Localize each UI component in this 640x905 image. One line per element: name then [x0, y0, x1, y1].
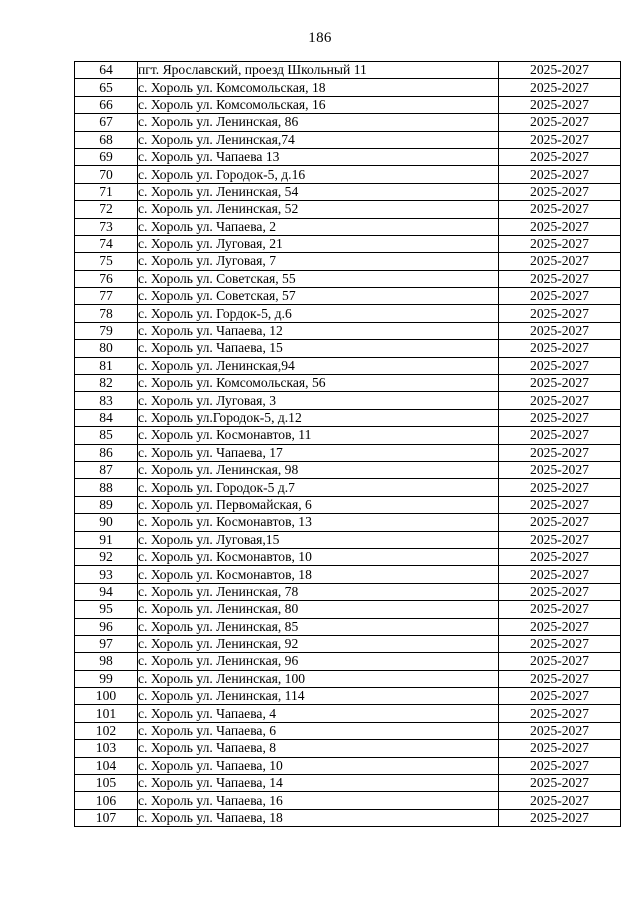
table-row [75, 114, 621, 131]
table-row [75, 740, 621, 757]
address-cell: с. Хороль ул. Чапаева, 15 [138, 340, 499, 357]
table-row [75, 409, 621, 426]
period-cell: 2025-2027 [499, 392, 621, 409]
address-cell: с. Хороль ул. Ленинская, 78 [138, 583, 499, 600]
address-cell: с. Хороль ул. Космонавтов, 13 [138, 514, 499, 531]
period-cell: 2025-2027 [499, 340, 621, 357]
period-cell: 2025-2027 [499, 201, 621, 218]
period-cell: 2025-2027 [499, 740, 621, 757]
table-row [75, 479, 621, 496]
row-number-cell: 105 [75, 775, 138, 792]
address-cell: с. Хороль ул. Городок-5, д.16 [138, 166, 499, 183]
period-cell: 2025-2027 [499, 183, 621, 200]
row-number-cell: 96 [75, 618, 138, 635]
row-number-cell: 89 [75, 496, 138, 513]
row-number-cell: 79 [75, 322, 138, 339]
period-cell: 2025-2027 [499, 775, 621, 792]
address-cell: с. Хороль ул. Ленинская, 54 [138, 183, 499, 200]
row-number-cell: 97 [75, 635, 138, 652]
period-cell: 2025-2027 [499, 635, 621, 652]
period-cell: 2025-2027 [499, 235, 621, 252]
row-number-cell: 90 [75, 514, 138, 531]
table-row [75, 653, 621, 670]
period-cell: 2025-2027 [499, 531, 621, 548]
table-row [75, 548, 621, 565]
row-number-cell: 100 [75, 688, 138, 705]
address-cell: с. Хороль ул. Луговая, 7 [138, 253, 499, 270]
table-row [75, 166, 621, 183]
address-cell: с. Хороль ул. Луговая, 21 [138, 235, 499, 252]
address-cell: с. Хороль ул. Чапаева, 4 [138, 705, 499, 722]
row-number-cell: 66 [75, 96, 138, 113]
table-row [75, 566, 621, 583]
table-row [75, 288, 621, 305]
table-row [75, 705, 621, 722]
address-cell: с. Хороль ул. Чапаева, 14 [138, 775, 499, 792]
table-row [75, 392, 621, 409]
period-cell: 2025-2027 [499, 653, 621, 670]
address-cell: с. Хороль ул. Гордок-5, д.6 [138, 305, 499, 322]
row-number-cell: 64 [75, 62, 138, 79]
row-number-cell: 106 [75, 792, 138, 809]
address-cell: с. Хороль ул. Космонавтов, 11 [138, 427, 499, 444]
row-number-cell: 70 [75, 166, 138, 183]
table-row [75, 444, 621, 461]
table-row [75, 514, 621, 531]
period-cell: 2025-2027 [499, 444, 621, 461]
row-number-cell: 94 [75, 583, 138, 600]
period-cell: 2025-2027 [499, 548, 621, 565]
address-cell: с. Хороль ул. Ленинская, 92 [138, 635, 499, 652]
address-cell: пгт. Ярославский, проезд Школьный 11 [138, 62, 499, 79]
address-cell: с. Хороль ул. Первомайская, 6 [138, 496, 499, 513]
row-number-cell: 71 [75, 183, 138, 200]
address-cell: с. Хороль ул. Комсомольская, 18 [138, 79, 499, 96]
row-number-cell: 92 [75, 548, 138, 565]
period-cell: 2025-2027 [499, 218, 621, 235]
period-cell: 2025-2027 [499, 809, 621, 826]
row-number-cell: 78 [75, 305, 138, 322]
row-number-cell: 91 [75, 531, 138, 548]
row-number-cell: 102 [75, 722, 138, 739]
address-cell: с. Хороль ул. Ленинская, 98 [138, 461, 499, 478]
address-cell: с. Хороль ул. Советская, 57 [138, 288, 499, 305]
address-cell: с. Хороль ул. Космонавтов, 10 [138, 548, 499, 565]
table-row [75, 531, 621, 548]
period-cell: 2025-2027 [499, 427, 621, 444]
table-row [75, 148, 621, 165]
address-cell: с. Хороль ул. Чапаева 13 [138, 148, 499, 165]
table-row [75, 96, 621, 113]
period-cell: 2025-2027 [499, 375, 621, 392]
address-cell: с. Хороль ул. Чапаева, 12 [138, 322, 499, 339]
table-row [75, 131, 621, 148]
row-number-cell: 107 [75, 809, 138, 826]
period-cell: 2025-2027 [499, 583, 621, 600]
row-number-cell: 76 [75, 270, 138, 287]
period-cell: 2025-2027 [499, 722, 621, 739]
address-cell: с. Хороль ул. Ленинская,74 [138, 131, 499, 148]
table-row [75, 79, 621, 96]
address-cell: с. Хороль ул. Комсомольская, 56 [138, 375, 499, 392]
address-cell: с. Хороль ул. Чапаева, 10 [138, 757, 499, 774]
row-number-cell: 99 [75, 670, 138, 687]
period-cell: 2025-2027 [499, 62, 621, 79]
period-cell: 2025-2027 [499, 705, 621, 722]
row-number-cell: 88 [75, 479, 138, 496]
address-table [74, 61, 621, 827]
table-row [75, 757, 621, 774]
period-cell: 2025-2027 [499, 114, 621, 131]
address-cell: с. Хороль ул. Ленинская, 114 [138, 688, 499, 705]
table-row [75, 62, 621, 79]
period-cell: 2025-2027 [499, 566, 621, 583]
period-cell: 2025-2027 [499, 96, 621, 113]
table-row [75, 305, 621, 322]
address-cell: с. Хороль ул. Ленинская,94 [138, 357, 499, 374]
table-row [75, 601, 621, 618]
period-cell: 2025-2027 [499, 461, 621, 478]
table-row [75, 340, 621, 357]
period-cell: 2025-2027 [499, 496, 621, 513]
row-number-cell: 103 [75, 740, 138, 757]
period-cell: 2025-2027 [499, 514, 621, 531]
table-row [75, 461, 621, 478]
table-row [75, 583, 621, 600]
table-row [75, 618, 621, 635]
table-row [75, 775, 621, 792]
address-cell: с. Хороль ул. Чапаева, 16 [138, 792, 499, 809]
table-row [75, 218, 621, 235]
row-number-cell: 67 [75, 114, 138, 131]
period-cell: 2025-2027 [499, 618, 621, 635]
period-cell: 2025-2027 [499, 131, 621, 148]
row-number-cell: 98 [75, 653, 138, 670]
row-number-cell: 87 [75, 461, 138, 478]
address-cell: с. Хороль ул. Чапаева, 2 [138, 218, 499, 235]
table-row [75, 496, 621, 513]
period-cell: 2025-2027 [499, 601, 621, 618]
table-row [75, 809, 621, 826]
address-cell: с. Хороль ул. Ленинская, 52 [138, 201, 499, 218]
table-row [75, 235, 621, 252]
address-cell: с. Хороль ул.Городок-5, д.12 [138, 409, 499, 426]
period-cell: 2025-2027 [499, 166, 621, 183]
table-row [75, 201, 621, 218]
table-row [75, 792, 621, 809]
address-cell: с. Хороль ул. Чапаева, 18 [138, 809, 499, 826]
period-cell: 2025-2027 [499, 479, 621, 496]
address-cell: с. Хороль ул. Луговая,15 [138, 531, 499, 548]
row-number-cell: 85 [75, 427, 138, 444]
row-number-cell: 83 [75, 392, 138, 409]
period-cell: 2025-2027 [499, 270, 621, 287]
row-number-cell: 104 [75, 757, 138, 774]
period-cell: 2025-2027 [499, 688, 621, 705]
address-cell: с. Хороль ул. Комсомольская, 16 [138, 96, 499, 113]
table-row [75, 722, 621, 739]
table-row [75, 670, 621, 687]
address-cell: с. Хороль ул. Ленинская, 96 [138, 653, 499, 670]
row-number-cell: 75 [75, 253, 138, 270]
address-cell: с. Хороль ул. Чапаева, 8 [138, 740, 499, 757]
period-cell: 2025-2027 [499, 288, 621, 305]
period-cell: 2025-2027 [499, 670, 621, 687]
period-cell: 2025-2027 [499, 409, 621, 426]
row-number-cell: 95 [75, 601, 138, 618]
table-row [75, 635, 621, 652]
table-body [75, 62, 621, 827]
period-cell: 2025-2027 [499, 757, 621, 774]
period-cell: 2025-2027 [499, 253, 621, 270]
period-cell: 2025-2027 [499, 148, 621, 165]
period-cell: 2025-2027 [499, 322, 621, 339]
row-number-cell: 68 [75, 131, 138, 148]
address-cell: с. Хороль ул. Ленинская, 85 [138, 618, 499, 635]
table-row [75, 270, 621, 287]
table-row [75, 688, 621, 705]
address-cell: с. Хороль ул. Ленинская, 100 [138, 670, 499, 687]
table-row [75, 427, 621, 444]
address-cell: с. Хороль ул. Советская, 55 [138, 270, 499, 287]
row-number-cell: 93 [75, 566, 138, 583]
row-number-cell: 69 [75, 148, 138, 165]
period-cell: 2025-2027 [499, 305, 621, 322]
row-number-cell: 72 [75, 201, 138, 218]
address-cell: с. Хороль ул. Ленинская, 86 [138, 114, 499, 131]
table-row [75, 375, 621, 392]
row-number-cell: 81 [75, 357, 138, 374]
row-number-cell: 101 [75, 705, 138, 722]
row-number-cell: 86 [75, 444, 138, 461]
page-number: 186 [308, 30, 332, 46]
row-number-cell: 84 [75, 409, 138, 426]
row-number-cell: 65 [75, 79, 138, 96]
table-row [75, 183, 621, 200]
period-cell: 2025-2027 [499, 357, 621, 374]
table-row [75, 322, 621, 339]
row-number-cell: 82 [75, 375, 138, 392]
address-cell: с. Хороль ул. Чапаева, 17 [138, 444, 499, 461]
table-row [75, 253, 621, 270]
row-number-cell: 77 [75, 288, 138, 305]
table-row [75, 357, 621, 374]
address-cell: с. Хороль ул. Луговая, 3 [138, 392, 499, 409]
period-cell: 2025-2027 [499, 792, 621, 809]
period-cell: 2025-2027 [499, 79, 621, 96]
address-cell: с. Хороль ул. Ленинская, 80 [138, 601, 499, 618]
address-cell: с. Хороль ул. Космонавтов, 18 [138, 566, 499, 583]
row-number-cell: 74 [75, 235, 138, 252]
address-cell: с. Хороль ул. Городок-5 д.7 [138, 479, 499, 496]
address-cell: с. Хороль ул. Чапаева, 6 [138, 722, 499, 739]
row-number-cell: 73 [75, 218, 138, 235]
row-number-cell: 80 [75, 340, 138, 357]
